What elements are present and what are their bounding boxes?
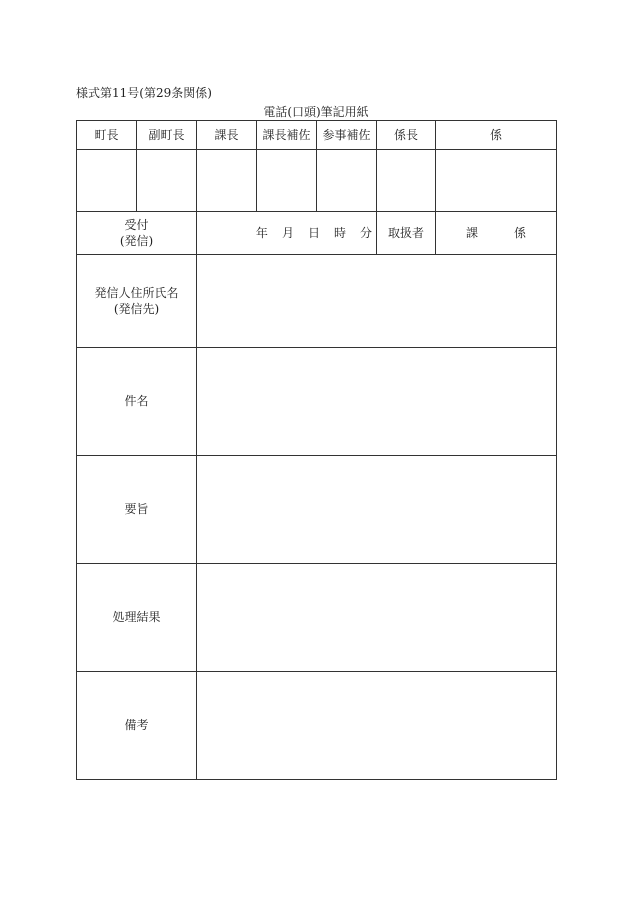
- seal-box-councilor-assistant[interactable]: [317, 150, 377, 212]
- sender-label: [77, 255, 197, 348]
- handler-unit-label: 係: [514, 225, 527, 240]
- subject-field[interactable]: [197, 348, 557, 456]
- sender-row: [77, 255, 557, 348]
- handler-section-field[interactable]: [436, 212, 557, 255]
- remarks-row: [77, 672, 557, 780]
- remarks-field[interactable]: [197, 672, 557, 780]
- approver-mayor: 町長: [77, 121, 137, 150]
- received-label-line2: (発信): [119, 234, 154, 248]
- month-label: 月: [281, 225, 294, 240]
- approver-unit-chief: 係長: [377, 121, 436, 150]
- summary-label: 要旨: [77, 456, 197, 564]
- subject-label: 件名: [77, 348, 197, 456]
- received-datetime-field[interactable]: [197, 212, 377, 255]
- result-label: 処理結果: [77, 564, 197, 672]
- minute-label: 分: [359, 225, 372, 240]
- subject-row: [77, 348, 557, 456]
- handler-dept-label: 課: [465, 225, 478, 240]
- seal-box-mayor[interactable]: [77, 150, 137, 212]
- handler-label: 取扱者: [377, 212, 436, 255]
- result-field[interactable]: [197, 564, 557, 672]
- summary-row: [77, 456, 557, 564]
- seal-box-assistant-chief[interactable]: [257, 150, 317, 212]
- received-label: [77, 212, 197, 255]
- sender-label-line1: 発信人住所氏名: [94, 285, 179, 300]
- seal-box-staff[interactable]: [436, 150, 557, 212]
- approver-councilor-assistant: 参事補佐: [317, 121, 377, 150]
- day-label: 日: [307, 225, 320, 240]
- hour-label: 時: [333, 225, 346, 240]
- received-label-line1: 受付: [124, 217, 149, 232]
- approver-section-chief: 課長: [197, 121, 257, 150]
- approver-deputy-mayor: 副町長: [137, 121, 197, 150]
- received-row: [77, 212, 557, 255]
- summary-field[interactable]: [197, 456, 557, 564]
- form-number: 様式第11号(第29条関係): [76, 86, 212, 100]
- seal-box-deputy-mayor[interactable]: [137, 150, 197, 212]
- memo-form: [76, 120, 557, 780]
- seal-box-section-chief[interactable]: [197, 150, 257, 212]
- sender-label-line2: (発信先): [113, 302, 160, 316]
- sender-field[interactable]: [197, 255, 557, 348]
- result-row: [77, 564, 557, 672]
- approver-assistant-chief: 課長補佐: [257, 121, 317, 150]
- form-title: 電話(口頭)筆記用紙: [263, 105, 369, 119]
- approver-header-row: [77, 121, 557, 150]
- year-label: 年: [255, 225, 268, 240]
- approver-staff: 係: [436, 121, 557, 150]
- seal-row: [77, 150, 557, 212]
- seal-box-unit-chief[interactable]: [377, 150, 436, 212]
- remarks-label: 備考: [77, 672, 197, 780]
